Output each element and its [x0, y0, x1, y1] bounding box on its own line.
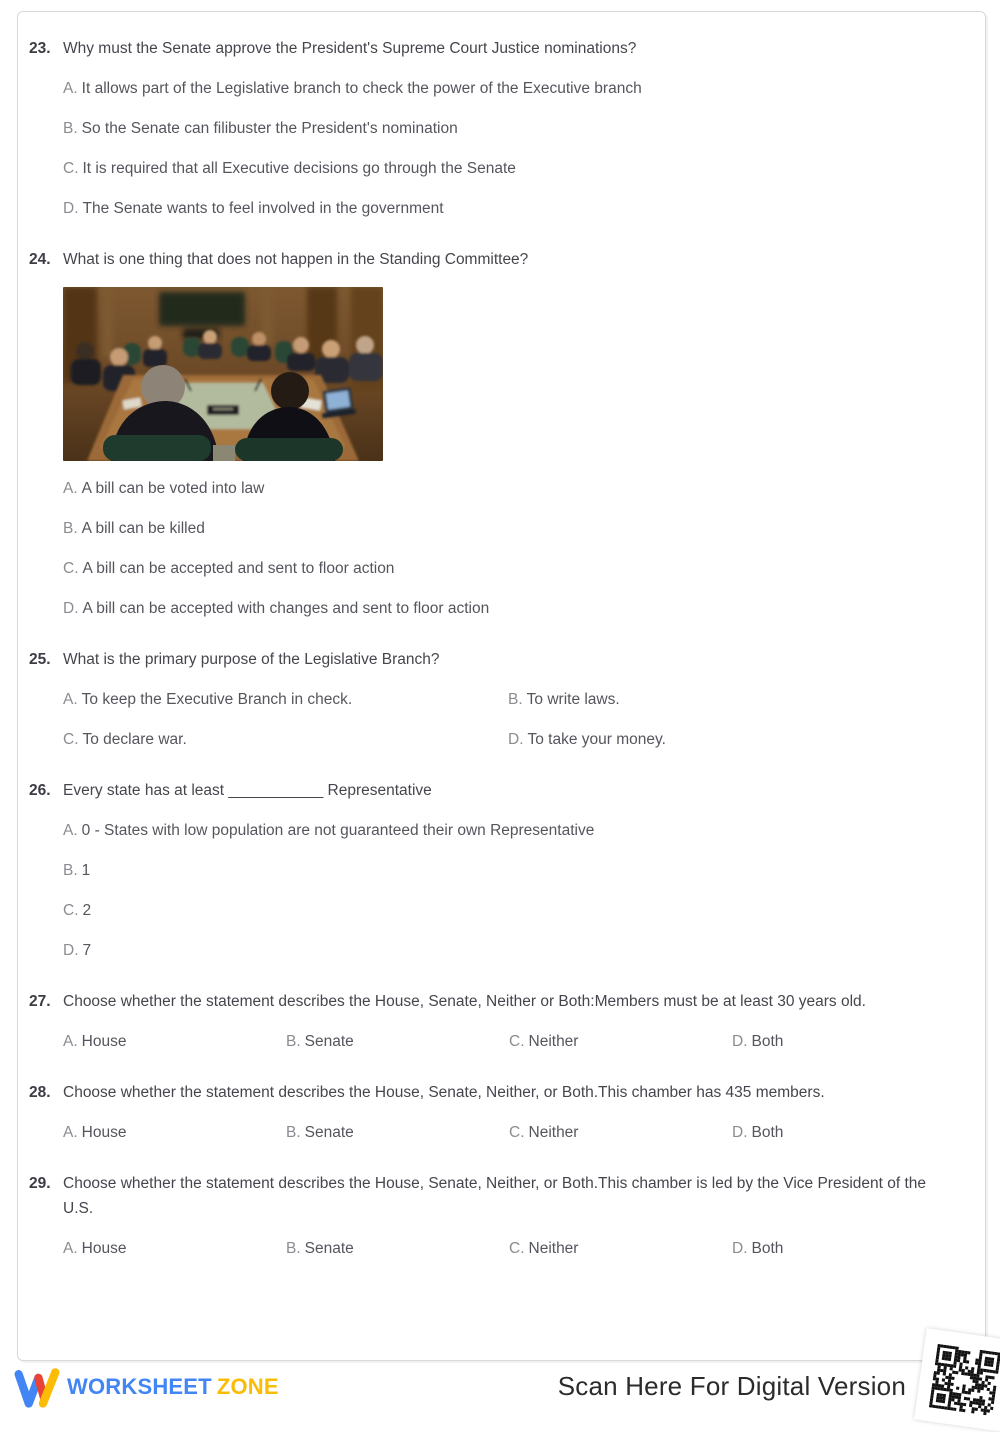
option-c: [509, 1029, 732, 1054]
option-c: [63, 727, 508, 752]
question-number: 23.: [29, 40, 51, 57]
option-letter: D.: [63, 600, 79, 617]
option-letter: B.: [508, 691, 523, 708]
option-b: [286, 1236, 509, 1261]
scan-here-label: Scan Here For Digital Version: [557, 1371, 906, 1401]
worksheetzone-w-icon: [13, 1365, 61, 1409]
option-a: [63, 76, 965, 101]
question-number: 28.: [29, 1084, 51, 1101]
option-letter: C.: [509, 1033, 525, 1050]
option-text: It is required that all Executive decisions go through the Senate: [82, 160, 516, 177]
option-a: [63, 1120, 286, 1145]
option-text: To keep the Executive Branch in check.: [81, 691, 353, 708]
question-25: [29, 647, 965, 752]
brand-zone: ZONE: [216, 1374, 279, 1399]
option-a: [63, 687, 508, 712]
question-text: What is the primary purpose of the Legislative Branch?: [63, 651, 440, 668]
option-text: The Senate wants to feel involved in the government: [82, 200, 444, 217]
option-text: Neither: [528, 1033, 579, 1050]
option-d: [508, 727, 953, 752]
option-letter: A.: [63, 1240, 78, 1257]
option-letter: B.: [286, 1033, 301, 1050]
option-letter: C.: [63, 902, 79, 919]
option-letter: A.: [63, 1033, 78, 1050]
option-letter: A.: [63, 80, 78, 97]
option-letter: B.: [286, 1240, 301, 1257]
option-b: [63, 116, 965, 141]
option-text: Both: [751, 1033, 784, 1050]
option-d: [732, 1029, 955, 1054]
option-letter: D.: [63, 200, 79, 217]
option-b: [63, 516, 965, 541]
qr-code: [914, 1328, 1000, 1432]
question-text: Choose whether the statement describes the House, Senate, Neither, or Both.This chamber is led by the Vice President of the U.S.: [63, 1175, 927, 1217]
option-text: So the Senate can filibuster the President's nomination: [81, 120, 458, 137]
option-letter: A.: [63, 1124, 78, 1141]
option-text: To write laws.: [526, 691, 620, 708]
question-number: 27.: [29, 993, 51, 1010]
options-list: [63, 1014, 965, 1054]
option-text: Senate: [304, 1033, 354, 1050]
option-text: To declare war.: [82, 731, 187, 748]
option-letter: D.: [732, 1124, 748, 1141]
option-letter: C.: [509, 1240, 525, 1257]
option-letter: D.: [732, 1240, 748, 1257]
option-letter: C.: [509, 1124, 525, 1141]
option-text: House: [81, 1033, 127, 1050]
brand-worksheet: WORKSHEET: [67, 1374, 212, 1399]
option-text: House: [81, 1240, 127, 1257]
option-c: [63, 556, 965, 581]
option-text: 0 - States with low population are not guaranteed their own Representative: [81, 822, 595, 839]
option-text: Both: [751, 1240, 784, 1257]
option-text: 2: [82, 902, 92, 919]
option-d: [63, 196, 965, 221]
option-text: To take your money.: [527, 731, 666, 748]
question-24: [29, 247, 965, 621]
option-letter: D.: [63, 942, 79, 959]
question-number: 29.: [29, 1175, 51, 1192]
option-c: [509, 1120, 732, 1145]
options-list: [63, 476, 965, 621]
option-text: Neither: [528, 1124, 579, 1141]
option-letter: B.: [63, 120, 78, 137]
option-text: House: [81, 1124, 127, 1141]
option-text: A bill can be killed: [81, 520, 205, 537]
options-list: [63, 76, 965, 221]
option-letter: A.: [63, 480, 78, 497]
option-a: [63, 476, 965, 501]
brand-wordmark: [67, 1374, 279, 1400]
option-c: [63, 156, 965, 181]
option-letter: C.: [63, 160, 79, 177]
option-c: [509, 1236, 732, 1261]
option-d: [732, 1236, 955, 1261]
option-letter: A.: [63, 691, 78, 708]
option-b: [63, 858, 965, 883]
option-b: [286, 1120, 509, 1145]
question-text: Choose whether the statement describes the House, Senate, Neither, or Both.This chamber has 435 members.: [63, 1084, 825, 1101]
option-letter: D.: [508, 731, 524, 748]
question-number: 24.: [29, 251, 51, 268]
option-letter: B.: [63, 520, 78, 537]
question-text: Choose whether the statement describes the House, Senate, Neither or Both:Members must be at least 30 years old.: [63, 993, 866, 1010]
question-text: Every state has at least ___________ Representative: [63, 782, 432, 799]
option-d: [63, 596, 965, 621]
option-b: [508, 687, 953, 712]
option-text: A bill can be accepted and sent to floor action: [82, 560, 395, 577]
question-26: [29, 778, 965, 963]
option-letter: B.: [286, 1124, 301, 1141]
worksheet-sheet: [17, 11, 986, 1361]
option-a: [63, 818, 965, 843]
question-29: [29, 1171, 965, 1261]
worksheetzone-logo: [13, 1365, 279, 1409]
option-text: Senate: [304, 1124, 354, 1141]
option-d: [732, 1120, 955, 1145]
option-letter: C.: [63, 560, 79, 577]
option-text: A bill can be accepted with changes and sent to floor action: [82, 600, 490, 617]
option-text: Both: [751, 1124, 784, 1141]
options-list: [63, 818, 965, 963]
option-letter: C.: [63, 731, 79, 748]
option-text: A bill can be voted into law: [81, 480, 265, 497]
option-letter: B.: [63, 862, 78, 879]
option-text: Neither: [528, 1240, 579, 1257]
option-d: [63, 938, 965, 963]
options-list: [63, 1221, 965, 1261]
question-number: 25.: [29, 651, 51, 668]
option-letter: A.: [63, 822, 78, 839]
option-text: It allows part of the Legislative branch to check the power of the Executive branch: [81, 80, 642, 97]
question-number: 26.: [29, 782, 51, 799]
option-text: 7: [82, 942, 92, 959]
option-b: [286, 1029, 509, 1054]
option-letter: D.: [732, 1033, 748, 1050]
committee-photo: [63, 287, 383, 461]
question-text: Why must the Senate approve the President's Supreme Court Justice nominations?: [63, 40, 637, 57]
option-c: [63, 898, 965, 923]
question-27: [29, 989, 965, 1054]
page-footer: [0, 1358, 1000, 1414]
option-text: 1: [81, 862, 91, 879]
options-list: [63, 672, 965, 752]
question-28: [29, 1080, 965, 1145]
option-text: Senate: [304, 1240, 354, 1257]
option-a: [63, 1236, 286, 1261]
question-23: [29, 36, 965, 221]
option-a: [63, 1029, 286, 1054]
question-text: What is one thing that does not happen in the Standing Committee?: [63, 251, 529, 268]
options-list: [63, 1105, 965, 1145]
